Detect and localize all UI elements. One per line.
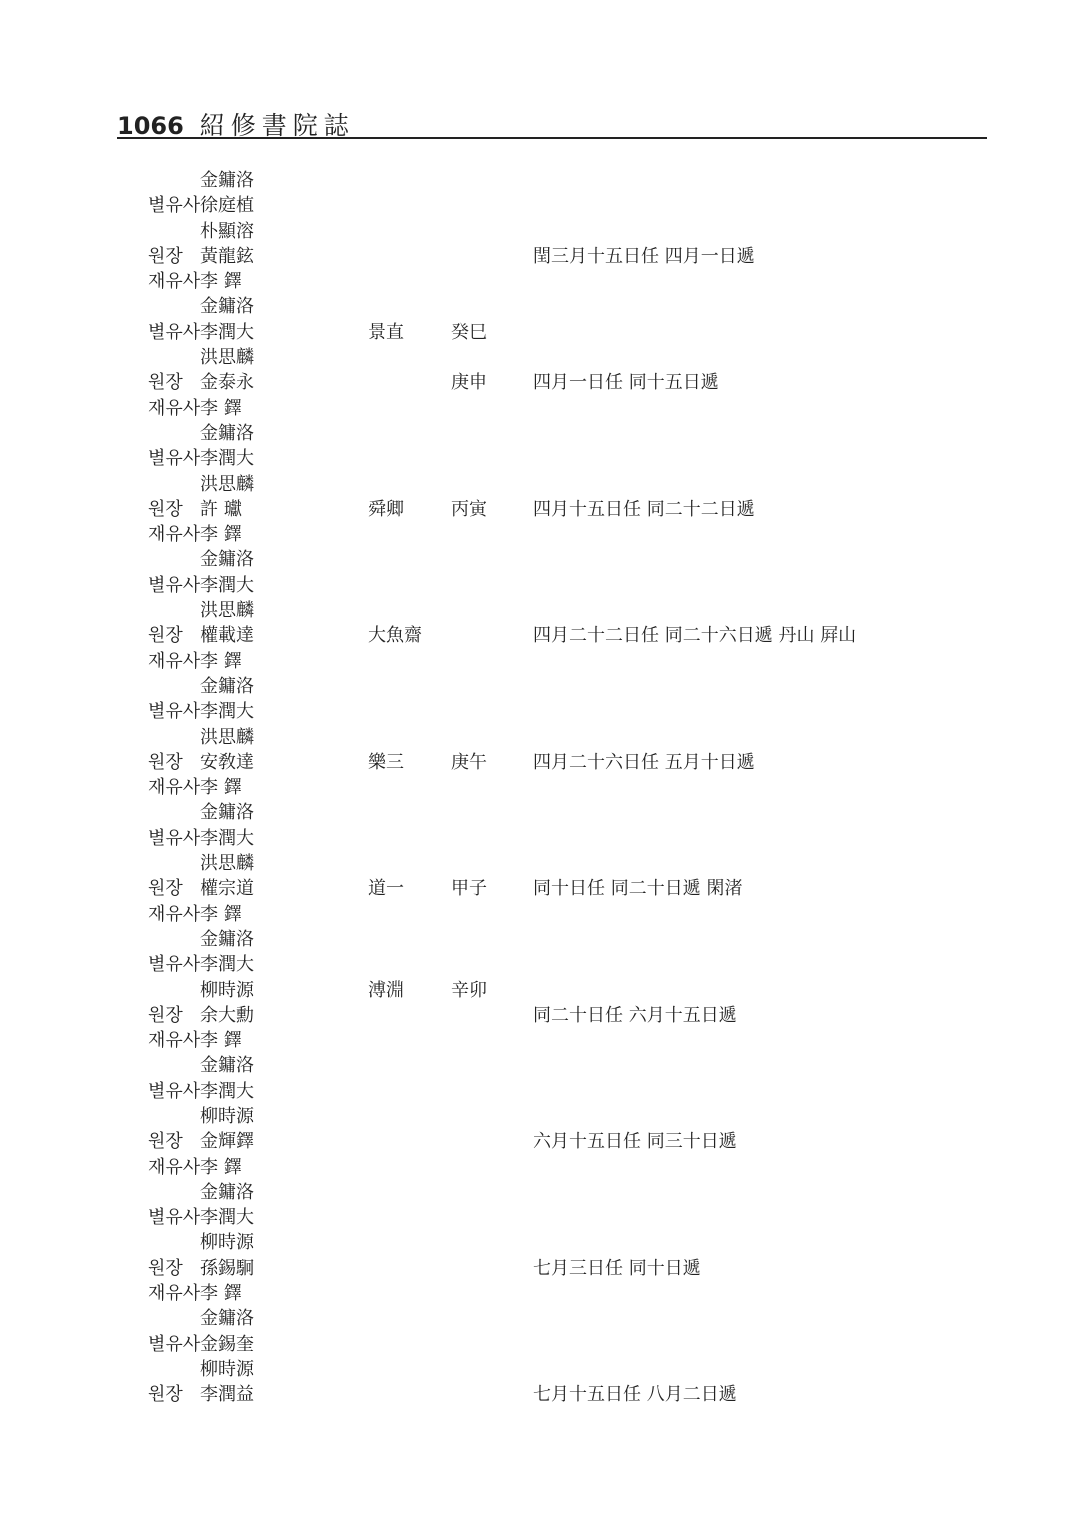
- roster-row: [0, 497, 1075, 522]
- roster-role: 별유사: [148, 1080, 201, 1102]
- roster-role: 재유사: [148, 903, 201, 925]
- roster-role: 원장: [148, 1384, 183, 1406]
- roster-row: [0, 294, 1075, 319]
- roster-row: [0, 1053, 1075, 1078]
- roster-role: 별유사: [148, 1207, 201, 1229]
- roster-name: 安敎達: [200, 751, 254, 773]
- roster-role: 재유사: [148, 1156, 201, 1178]
- roster-courtesy: 溥淵: [368, 979, 404, 1001]
- roster-role: 재유사: [148, 650, 201, 672]
- roster-row: [0, 396, 1075, 421]
- roster-row: [0, 1155, 1075, 1180]
- roster-name: 金鏞洛: [200, 170, 254, 191]
- roster-name: 李潤大: [200, 827, 254, 849]
- roster-list: [0, 168, 1075, 1408]
- roster-row: [0, 649, 1075, 674]
- roster-name: 徐庭植: [200, 195, 254, 217]
- roster-row: [0, 1104, 1075, 1129]
- roster-name: 金鏞洛: [200, 675, 254, 697]
- roster-name: 權載達: [200, 625, 254, 647]
- roster-courtesy: 景直: [368, 321, 404, 343]
- roster-row: [0, 699, 1075, 724]
- roster-year: 庚午: [451, 751, 487, 773]
- roster-name: 金泰永: [200, 372, 254, 394]
- roster-row: [0, 370, 1075, 395]
- roster-term: 同十日任 同二十日遞 閑渚: [533, 878, 743, 900]
- roster-name: 洪思麟: [200, 473, 254, 495]
- roster-name: 李 鐸: [200, 271, 242, 293]
- roster-row: [0, 193, 1075, 218]
- roster-row: [0, 1230, 1075, 1255]
- roster-name: 金鏞洛: [200, 422, 254, 444]
- roster-name: 洪思麟: [200, 600, 254, 622]
- roster-row: [0, 1129, 1075, 1154]
- roster-row: [0, 1382, 1075, 1407]
- roster-role: 별유사: [148, 1333, 201, 1355]
- roster-term: 四月十五日任 同二十二日遞: [533, 498, 755, 520]
- roster-row: [0, 168, 1075, 193]
- roster-courtesy: 大魚齋: [368, 625, 422, 647]
- roster-name: 李 鐸: [200, 1030, 242, 1052]
- roster-row: [0, 472, 1075, 497]
- roster-term: 六月十五日任 同三十日遞: [533, 1131, 737, 1153]
- roster-term: 七月三日任 同十日遞: [533, 1257, 701, 1279]
- roster-row: [0, 244, 1075, 269]
- roster-name: 李潤大: [200, 1207, 254, 1229]
- roster-name: 李 鐸: [200, 397, 242, 419]
- roster-row: [0, 1003, 1075, 1028]
- roster-role: 원장: [148, 878, 183, 900]
- roster-name: 許 瓛: [200, 498, 242, 520]
- roster-row: [0, 978, 1075, 1003]
- roster-role: 원장: [148, 1004, 183, 1026]
- roster-role: 원장: [148, 625, 183, 647]
- roster-name: 余大勳: [200, 1004, 254, 1026]
- roster-role: 별유사: [148, 954, 201, 976]
- roster-term: 四月二十六日任 五月十日遞: [533, 751, 755, 773]
- roster-row: [0, 775, 1075, 800]
- roster-year: 丙寅: [451, 498, 487, 520]
- roster-row: [0, 927, 1075, 952]
- roster-name: 李 鐸: [200, 777, 242, 799]
- roster-row: [0, 826, 1075, 851]
- roster-year: 庚申: [451, 372, 487, 394]
- roster-name: 金鏞洛: [200, 802, 254, 824]
- roster-row: [0, 1028, 1075, 1053]
- roster-row: [0, 345, 1075, 370]
- roster-row: [0, 952, 1075, 977]
- roster-name: 金鏞洛: [200, 296, 254, 318]
- roster-name: 洪思麟: [200, 726, 254, 748]
- roster-courtesy: 道一: [368, 878, 404, 900]
- roster-row: [0, 547, 1075, 572]
- book-title: 紹修書院誌: [199, 111, 355, 140]
- roster-row: [0, 1256, 1075, 1281]
- roster-name: 柳時源: [200, 979, 254, 1001]
- roster-name: 洪思麟: [200, 853, 254, 875]
- roster-name: 柳時源: [200, 1358, 254, 1380]
- roster-row: [0, 851, 1075, 876]
- roster-name: 金錫奎: [200, 1333, 254, 1355]
- roster-role: 별유사: [148, 448, 201, 470]
- roster-term: 閏三月十五日任 四月一日遞: [533, 245, 755, 267]
- roster-name: 李潤大: [200, 574, 254, 596]
- roster-name: 朴顯溶: [200, 220, 254, 242]
- roster-row: [0, 421, 1075, 446]
- roster-role: 재유사: [148, 271, 201, 293]
- roster-term: 七月十五日任 八月二日遞: [533, 1384, 737, 1406]
- roster-role: 원장: [148, 372, 183, 394]
- roster-row: [0, 725, 1075, 750]
- roster-role: 재유사: [148, 397, 201, 419]
- header-rule: [117, 137, 987, 139]
- roster-name: 金輝鐸: [200, 1131, 254, 1153]
- roster-name: 金鏞洛: [200, 928, 254, 950]
- roster-name: 李潤大: [200, 954, 254, 976]
- roster-name: 黃龍鉉: [200, 245, 254, 267]
- roster-name: 金鏞洛: [200, 1181, 254, 1203]
- roster-row: [0, 1332, 1075, 1357]
- roster-role: 별유사: [148, 195, 201, 217]
- roster-row: [0, 598, 1075, 623]
- roster-role: 원장: [148, 498, 183, 520]
- roster-row: [0, 320, 1075, 345]
- roster-role: 재유사: [148, 777, 201, 799]
- roster-row: [0, 1205, 1075, 1230]
- roster-row: [0, 269, 1075, 294]
- roster-row: [0, 800, 1075, 825]
- roster-courtesy: 樂三: [368, 751, 404, 773]
- roster-name: 李 鐸: [200, 903, 242, 925]
- roster-row: [0, 522, 1075, 547]
- roster-row: [0, 573, 1075, 598]
- roster-term: 四月一日任 同十五日遞: [533, 372, 719, 394]
- roster-name: 柳時源: [200, 1105, 254, 1127]
- roster-row: [0, 902, 1075, 927]
- roster-name: 洪思麟: [200, 347, 254, 369]
- roster-name: 金鏞洛: [200, 1055, 254, 1077]
- roster-role: 원장: [148, 1257, 183, 1279]
- roster-row: [0, 674, 1075, 699]
- roster-courtesy: 舜卿: [368, 498, 404, 520]
- roster-name: 金鏞洛: [200, 1308, 254, 1330]
- roster-role: 별유사: [148, 827, 201, 849]
- roster-name: 權宗道: [200, 878, 254, 900]
- roster-name: 金鏞洛: [200, 549, 254, 571]
- roster-name: 李潤大: [200, 321, 254, 343]
- roster-row: [0, 1306, 1075, 1331]
- roster-name: 柳時源: [200, 1232, 254, 1254]
- roster-name: 孫錫駉: [200, 1257, 254, 1279]
- roster-row: [0, 876, 1075, 901]
- roster-name: 李 鐸: [200, 524, 242, 546]
- roster-term: 四月二十二日任 同二十六日遞 丹山 屛山: [533, 625, 857, 647]
- roster-name: 李 鐸: [200, 1156, 242, 1178]
- roster-term: 同二十日任 六月十五日遞: [533, 1004, 737, 1026]
- roster-name: 李潤大: [200, 1080, 254, 1102]
- roster-name: 李潤大: [200, 448, 254, 470]
- roster-row: [0, 1180, 1075, 1205]
- roster-name: 李潤大: [200, 701, 254, 723]
- roster-role: 원장: [148, 1131, 183, 1153]
- roster-year: 甲子: [451, 878, 487, 900]
- roster-row: [0, 1281, 1075, 1306]
- roster-row: [0, 1357, 1075, 1382]
- roster-row: [0, 446, 1075, 471]
- roster-role: 별유사: [148, 574, 201, 596]
- roster-role: 원장: [148, 751, 183, 773]
- roster-role: 별유사: [148, 321, 201, 343]
- roster-role: 원장: [148, 245, 183, 267]
- roster-row: [0, 623, 1075, 648]
- roster-row: [0, 1079, 1075, 1104]
- roster-role: 재유사: [148, 1283, 201, 1305]
- roster-year: 辛卯: [451, 979, 487, 1001]
- roster-role: 재유사: [148, 1030, 201, 1052]
- roster-role: 별유사: [148, 701, 201, 723]
- roster-name: 李 鐸: [200, 650, 242, 672]
- roster-row: [0, 750, 1075, 775]
- roster-row: [0, 219, 1075, 244]
- roster-name: 李 鐸: [200, 1283, 242, 1305]
- page-number: 1066: [117, 112, 184, 140]
- roster-role: 재유사: [148, 524, 201, 546]
- roster-year: 癸巳: [451, 321, 487, 343]
- roster-name: 李潤益: [200, 1384, 254, 1406]
